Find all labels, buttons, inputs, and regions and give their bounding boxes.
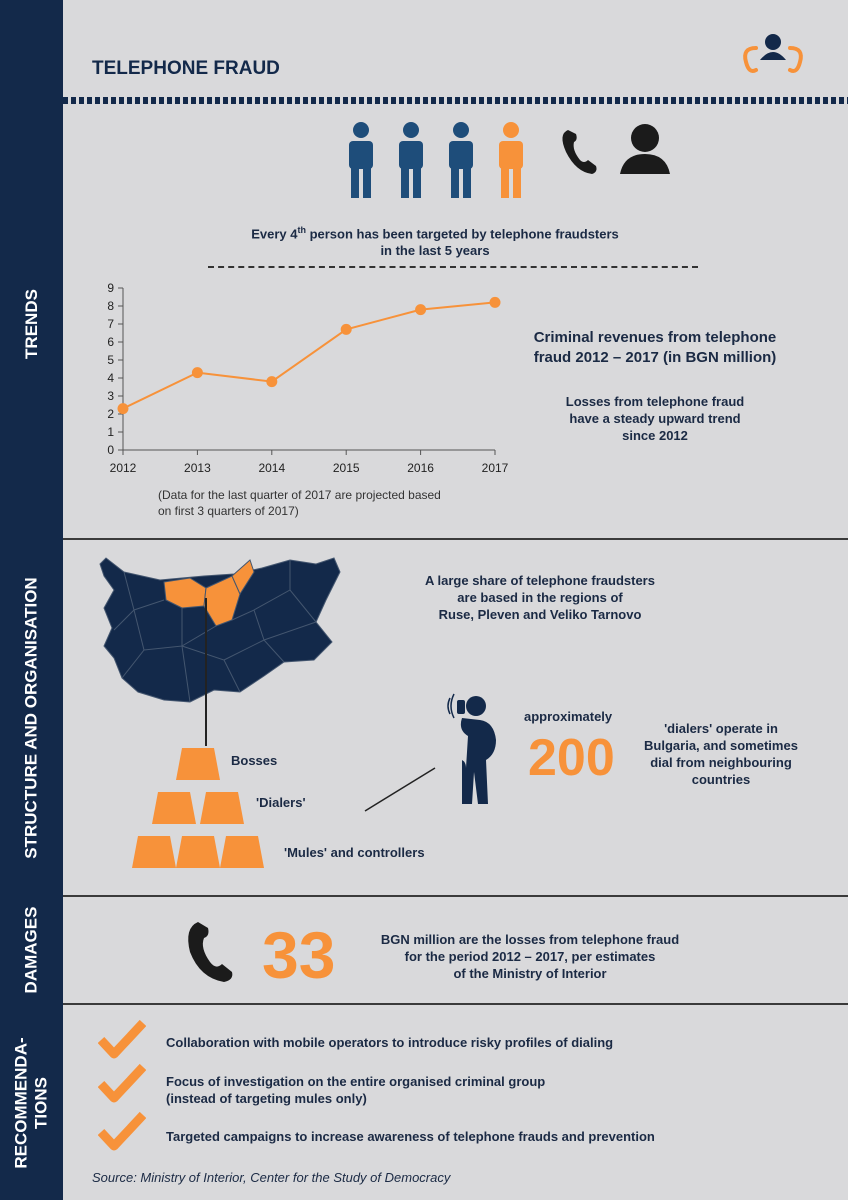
y-tick-label: 4 bbox=[107, 371, 114, 385]
x-tick-label: 2012 bbox=[109, 461, 137, 475]
x-tick-label: 2016 bbox=[407, 461, 434, 475]
section-divider bbox=[63, 1003, 848, 1005]
person-icon-highlighted bbox=[499, 122, 523, 198]
checkmark-icon bbox=[98, 1110, 146, 1152]
dialers-count: 200 bbox=[528, 729, 615, 787]
series-line bbox=[123, 302, 495, 408]
data-point bbox=[192, 367, 203, 378]
checkmark-icon bbox=[98, 1018, 146, 1060]
damages-description: BGN million are the losses from telephone fraud for the period 2012 – 2017, per estimates of the Ministry of Interior bbox=[380, 932, 680, 981]
map-connector-line bbox=[205, 598, 207, 746]
data-point bbox=[415, 304, 426, 315]
section-label-trends: TRENDS bbox=[21, 289, 41, 359]
y-tick-label: 6 bbox=[107, 335, 114, 349]
trend-note: Losses from telephone fraud have a steady upward trend since 2012 bbox=[565, 394, 745, 443]
y-tick-label: 8 bbox=[107, 299, 114, 313]
y-tick-label: 1 bbox=[107, 425, 114, 439]
targeted-stat: Every 4th person has been targeted by telephone fraudsters in the last 5 years bbox=[251, 225, 619, 259]
person-with-phone-icon bbox=[444, 688, 504, 806]
y-tick-label: 9 bbox=[107, 281, 114, 295]
y-tick-label: 2 bbox=[107, 407, 114, 421]
person-icon bbox=[349, 122, 373, 198]
connector-line bbox=[362, 765, 438, 813]
recommendation-item: Focus of investigation on the entire organised criminal group (instead of targeting mules only) bbox=[166, 1074, 546, 1106]
chart-footnote: (Data for the last quarter of 2017 are projected based on first 3 quarters of 2017) bbox=[158, 488, 441, 518]
revenue-line-chart bbox=[95, 280, 515, 480]
x-tick-label: 2015 bbox=[332, 461, 360, 475]
data-point bbox=[490, 297, 501, 308]
dialers-label: 'Dialers' bbox=[256, 795, 306, 810]
telephone-handset-icon bbox=[562, 130, 596, 174]
y-tick-label: 5 bbox=[107, 353, 114, 367]
person-icon bbox=[449, 122, 473, 198]
bulgaria-map bbox=[94, 550, 344, 710]
recommendation-item: Collaboration with mobile operators to introduce risky profiles of dialing bbox=[166, 1035, 614, 1050]
man-silhouette-icon bbox=[620, 124, 670, 174]
dialers-description: 'dialers' operate in Bulgaria, and sometimes dial from neighbouring countries bbox=[644, 721, 798, 787]
source-note: Source: Ministry of Interior, Center for the Study of Democracy bbox=[92, 1170, 451, 1185]
approx-label: approximately bbox=[524, 709, 613, 724]
x-tick-label: 2013 bbox=[184, 461, 211, 475]
damages-value: 33 bbox=[262, 918, 336, 992]
x-tick-label: 2017 bbox=[481, 461, 509, 475]
header-divider bbox=[63, 97, 848, 104]
header-logo-icon bbox=[736, 30, 810, 80]
y-tick-label: 7 bbox=[107, 317, 114, 331]
page-title: TELEPHONE FRAUD bbox=[92, 58, 280, 79]
section-label-recommendations: RECOMMENDA- TIONS bbox=[11, 1036, 51, 1169]
person-icon bbox=[399, 122, 423, 198]
y-tick-label: 3 bbox=[107, 389, 114, 403]
data-point bbox=[341, 324, 352, 335]
data-point bbox=[266, 376, 277, 387]
dashed-divider bbox=[208, 266, 698, 268]
section-label-damages: DAMAGES bbox=[21, 906, 41, 994]
data-point bbox=[118, 403, 129, 414]
regions-text: A large share of telephone fraudsters are based in the regions of Ruse, Pleven and Veliko Tarnovo bbox=[425, 573, 655, 622]
y-tick-label: 0 bbox=[107, 443, 114, 457]
recommendation-item: Targeted campaigns to increase awareness of telephone frauds and prevention bbox=[166, 1129, 655, 1144]
telephone-handset-icon bbox=[180, 916, 240, 986]
checkmark-icon bbox=[98, 1062, 146, 1104]
mules-label: 'Mules' and controllers bbox=[284, 845, 425, 860]
bosses-label: Bosses bbox=[231, 753, 278, 768]
section-divider bbox=[63, 538, 848, 540]
section-label-structure: STRUCTURE AND ORGANISATION bbox=[21, 576, 41, 859]
section-divider bbox=[63, 895, 848, 897]
x-tick-label: 2014 bbox=[258, 461, 286, 475]
chart-title: Criminal revenues from telephone fraud 2012 – 2017 (in BGN million) bbox=[533, 329, 777, 366]
people-icons bbox=[340, 118, 680, 202]
